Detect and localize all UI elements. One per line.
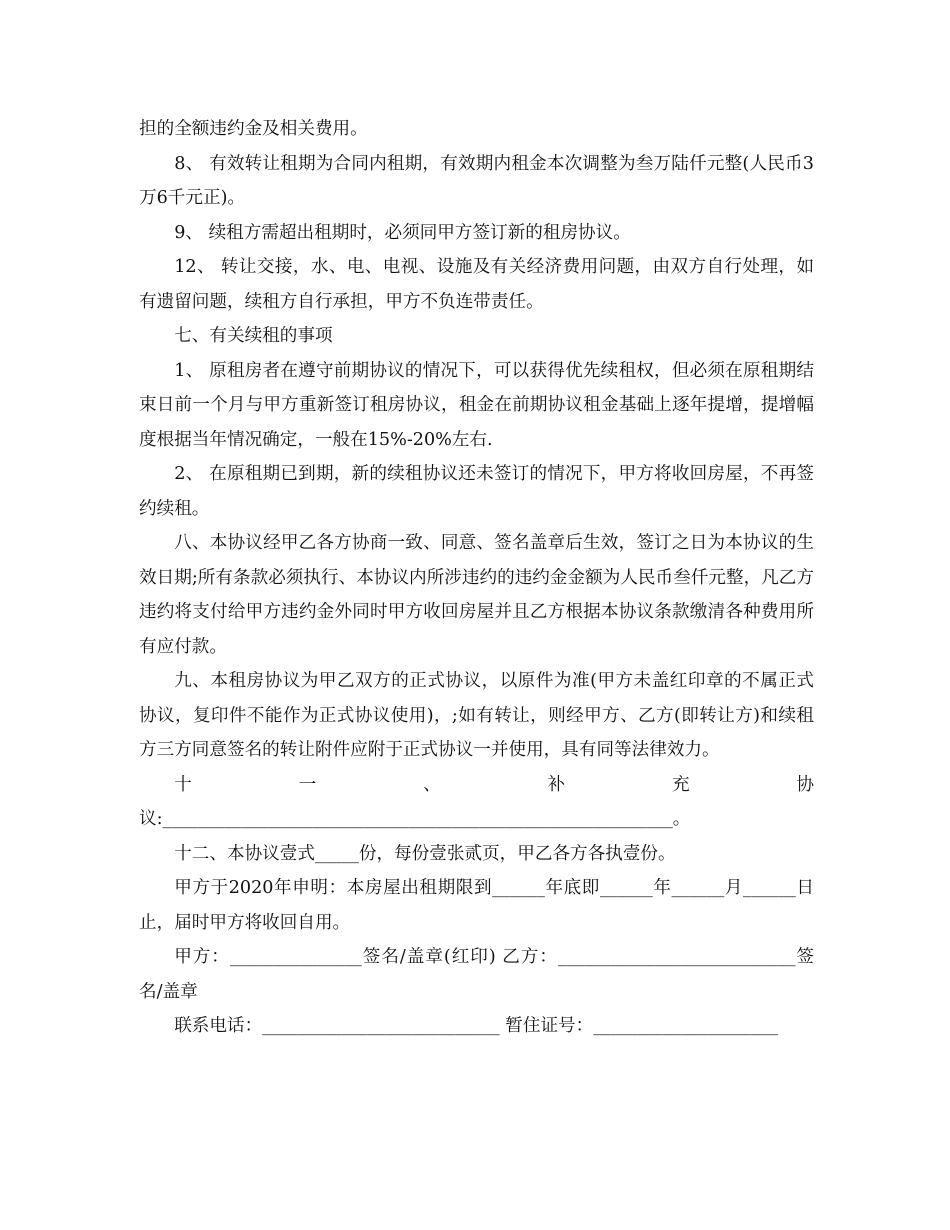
paragraph-supplementary-agreement: 十一、补充协议:__________________________________________________________。 bbox=[139, 774, 814, 829]
paragraph-clause-9: 9、 续租方需超出租期时，必须同甲方签订新的租房协议。 bbox=[174, 222, 631, 243]
signature-line: 甲方：_______________签名/盖章(红印) 乙方：___________________________签名/盖章 bbox=[139, 947, 814, 1002]
paragraph-renewal-1: 1、 原租房者在遵守前期协议的情况下，可以获得优先续租权，但必须在原租期结束日前一个月与甲方重新签订租房协议，租金在前期协议租金基础上逐年提增，提增幅度根据当年情况确定，一般在15%-20%左右. bbox=[139, 360, 814, 450]
contact-line: 联系电话：___________________________ 暂住证号：_____________________ bbox=[174, 1016, 778, 1036]
contract-body bbox=[139, 112, 814, 1044]
paragraph-landlord-statement: 甲方于2020年申明：本房屋出租期限到______年底即______年______月______日止，届时甲方将收回自用。 bbox=[139, 878, 814, 933]
paragraph-section-8: 八、本协议经甲乙各方协商一致、同意、签名盖章后生效，签订之日为本协议的生效日期;所有条款必须执行、本协议内所涉违约的违约金金额为人民币叁仟元整，凡乙方违约将支付给甲方违约金外同时甲方收回房屋并且乙方根据本协议条款缴清各种费用所有应付款。 bbox=[139, 533, 814, 657]
paragraph-clause-8: 8、 有效转让租期为合同内租期，有效期内租金本次调整为叁万陆仟元整(人民币3万6千元正)。 bbox=[139, 153, 814, 208]
paragraph-clause-12: 12、 转让交接，水、电、电视、设施及有关经济费用问题，由双方自行处理，如有遗留问题，续租方自行承担，甲方不负连带责任。 bbox=[139, 257, 814, 312]
paragraph-penalty-tail: 担的全额违约金及相关费用。 bbox=[139, 119, 368, 139]
section-heading-renewal: 七、有关续租的事项 bbox=[174, 326, 333, 346]
paragraph-copies: 十二、本协议壹式_____份，每份壹张贰页，甲乙各方各执壹份。 bbox=[174, 843, 676, 864]
paragraph-renewal-2: 2、 在原租期已到期，新的续租协议还未签订的情况下，甲方将收回房屋，不再签约续租。 bbox=[139, 464, 814, 519]
paragraph-section-9: 九、本租房协议为甲乙双方的正式协议，以原件为准(甲方未盖红印章的不属正式协议，复印件不能作为正式协议使用)，;如有转让，则经甲方、乙方(即转让方)和续租方三方同意签名的转让附件应附于正式协议一并使用，具有同等法律效力。 bbox=[139, 671, 814, 760]
